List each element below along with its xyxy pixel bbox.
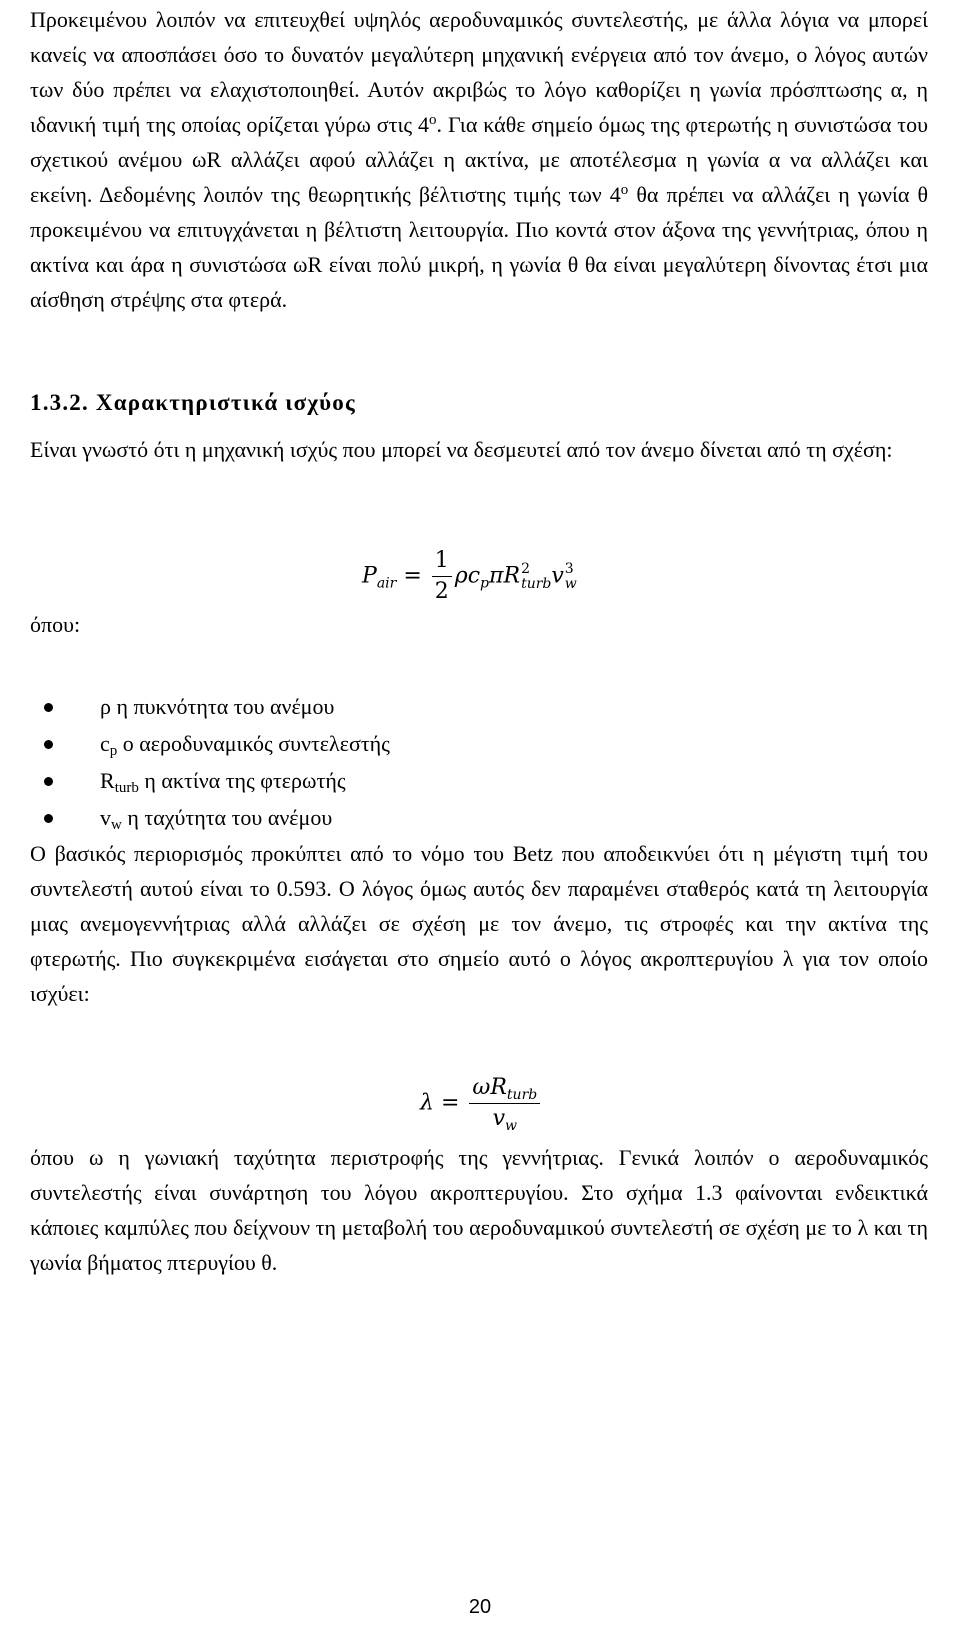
eq-subscript: w [505,1118,518,1134]
eq-subscript: p [480,575,490,592]
list-item [44,766,390,803]
eq-equals: = [440,1090,460,1116]
variable-symbol: v [100,805,111,830]
fraction-numerator: 1 [432,548,452,577]
variable-description: η πυκνότητα του ανέμου [110,694,335,719]
degree-mark: o [620,182,629,198]
variable-symbol: R [100,768,115,793]
eq-symbol: R [503,563,521,589]
eq-symbol: v [492,1106,506,1131]
variable-list [44,692,390,840]
eq-symbol: P [362,563,377,589]
eq-supsub [565,562,577,592]
variable-symbol: c [100,731,110,756]
tip-speed-ratio-equation [420,1075,543,1132]
eq-subscript: air [376,575,397,592]
where-label: όπου: [30,612,81,637]
eq-fraction [469,1075,540,1132]
eq-fraction [432,548,452,605]
eq-superscript: 2 [521,560,530,577]
variable-subscript: p [109,743,118,759]
fraction-denominator [490,1104,520,1132]
section-heading: 1.3.2. Χαρακτηριστικά ισχύος [30,390,356,415]
paragraph-text: . Για κάθε σημείο όμως της φτερωτής η συνιστώσα του σχετικού ανέμου ωR αλλάζει αφού αλλάζει η ακτίνα, με αποτέλεσμα η γωνία α να αλλάζει και εκείνη. Δεδομένης λοιπόν της θεωρητικής βέλτιστης τιμής των 4 [30,112,928,207]
variable-description: η ταχύτητα του ανέμου [121,805,333,830]
variable-subscript: turb [114,780,139,796]
power-equation [362,548,577,605]
fraction-numerator [469,1075,540,1104]
variable-subscript: w [111,817,122,833]
paragraph-text: θα πρέπει να αλλάζει η γωνία θ προκειμένου να επιτυγχάνεται η βέλτιστη λειτουργία. Πιο κοντά στον άξονα της γεννήτριας, όπου η ακτίνα και άρα η συνιστώσα ωR είναι πολύ μικρή, η γωνία θ θα είναι μεγαλύτερη δίνοντας έτσι μια αίσθηση στρέψης στα φτερά. [30,182,928,312]
eq-symbol: ω [472,1075,491,1100]
variable-description: ο αεροδυναμικός συντελεστής [117,731,390,756]
fraction-denominator: 2 [434,579,449,604]
list-item [44,729,390,766]
eq-symbol: c [467,563,481,589]
eq-equals: = [403,563,422,589]
list-item [44,803,390,840]
eq-supsub [521,562,551,592]
power-intro-paragraph: Είναι γνωστό ότι η μηχανική ισχύς που μπορεί να δεσμευτεί από τον άνεμο δίνεται από τη σχέση: [30,437,893,462]
eq-symbol: λ [420,1090,434,1116]
conclusion-paragraph: όπου ω η γωνιακή ταχύτητα περιστροφής της γεννήτριας. Γενικά λοιπόν ο αεροδυναμικός συντελεστής είναι συνάρτηση του λόγου ακροπτερυγίου. Στο σχήμα 1.3 φαίνονται ενδεικτικά κάποιες καμπύλες που δείχνουν τη μεταβολή του αεροδυναμικού συντελεστή σε σχέση με το λ και τη γωνία βήματος πτερυγίου θ. [30,1145,928,1275]
eq-symbol: π [489,563,504,589]
list-item [44,692,390,729]
eq-symbol: ρ [454,563,468,589]
variable-symbol: ρ [100,694,111,719]
intro-paragraph [30,2,928,317]
eq-subscript: turb [506,1087,538,1103]
degree-mark: o [429,112,437,128]
eq-symbol: R [490,1075,507,1100]
eq-superscript: 3 [564,560,574,577]
page-number: 20 [468,1596,492,1618]
eq-subscript: w [564,575,577,592]
eq-symbol: v [551,563,564,589]
eq-subscript: turb [521,575,552,592]
betz-paragraph: Ο βασικός περιορισμός προκύπτει από το νόμο του Betz που αποδεικνύει ότι η μέγιστη τιμή του συντελεστή αυτού είναι το 0.593. Ο λόγος όμως αυτός δεν παραμένει σταθερός κατά τη λειτουργία μιας ανεμογεννήτριας αλλά αλλάζει σε σχέση με τον άνεμο, τις στροφές και την ακτίνα της φτερωτής. Πιο συγκεκριμένα εισάγεται στο σημείο αυτό ο λόγος ακροπτερυγίου λ για τον οποίο ισχύει: [30,841,928,1006]
variable-description: η ακτίνα της φτερωτής [138,768,346,793]
paragraph-text: Προκειμένου λοιπόν να επιτευχθεί υψηλός αεροδυναμικός συντελεστής, με άλλα λόγια να μπορεί κανείς να αποσπάσει όσο το δυνατόν μεγαλύτερη μηχανική ενέργεια από τον άνεμο, ο λόγος αυτών των δύο πρέπει να ελαχιστοποιηθεί. Αυτόν ακριβώς το λόγο καθορίζει η γωνία πρόσπτωσης α, η ιδανική τιμή της οποίας ορίζεται γύρω στις 4 [30,7,928,137]
